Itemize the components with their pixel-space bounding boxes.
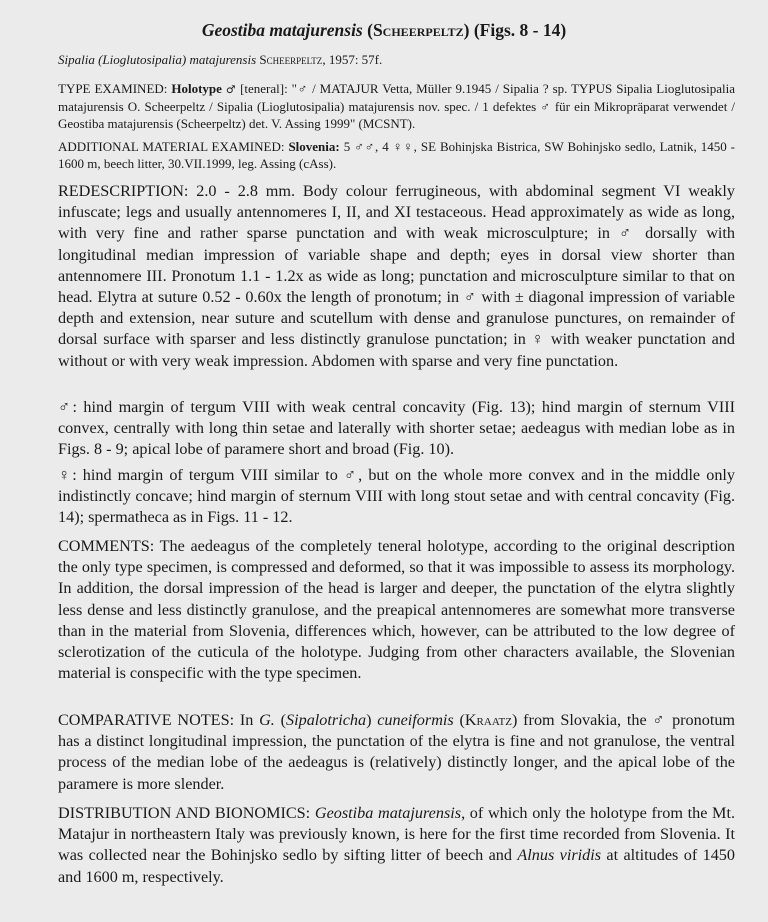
distribution-text-1: , of which only the holotype from the Mt. Matajur in northeastern Italy was previously known, is here for the first time recorded from Slovenia. It was collected near the Bohinjsko sedlo by sifting litter of beech and [58, 804, 735, 865]
type-examined-paragraph [58, 80, 735, 132]
species-epithet: cuneiformis [377, 711, 454, 729]
type-examined-text: [teneral]: "♂ / MATAJUR Vetta, Müller 9.1945 / Sipalia ? sp. TYPUS Sipalia Lioglutosipalia matajurensis O. Scheerpeltz / Sipalia (Lioglutosipalia) matajurensis nov. spec. / 1 defektes ♂ für ein Mikropräparat verwendet / Geostiba matajurensis (Scheerpeltz) det. V. Assing 1999" (MCSNT). [58, 81, 735, 131]
genus-abbrev: G. [259, 711, 275, 729]
type-examined-label: TYPE EXAMINED: [58, 81, 172, 96]
species-heading: Geostiba matajurensis (Scheerpeltz) (Figs. 8 - 14) [201, 20, 567, 40]
distribution-label: DISTRIBUTION AND BIONOMICS: [58, 804, 315, 822]
species-name: Geostiba matajurensis [201, 20, 363, 40]
female-characters-paragraph: ♀: hind margin of tergum VIII similar to ♂, but on the whole more convex and in the middle only indistinctly concave; hind margin of sternum VIII with long stout setae and with central concavity (Fig. 14); spermatheca as in Figs. 11 - 12. [58, 466, 735, 527]
comparative-author: Kraatz [464, 711, 512, 729]
figure-reference: (Figs. 8 - 14) [473, 20, 567, 40]
distribution-text-2: at altitudes of 1450 and 1600 m, respectively. [58, 846, 735, 886]
synonym-line [58, 51, 735, 68]
plant-name: Alnus viridis [517, 846, 602, 865]
comparative-notes-paragraph: COMPARATIVE NOTES: In G. (Sipalotricha) cuneiformis (Kraatz) from Slovakia, the ♂ pronotum has a distinct longitudinal impression, the punctation of the elytra is fine and not granulose, the ventral process of the median lobe of the aedeagus is (relatively) distinctly longer, and the apical lobe of the paramere is more slender. [58, 711, 736, 793]
synonym-name: Sipalia (Lioglutosipalia) matajurensis [58, 52, 257, 67]
holotype-label: Holotype [171, 81, 222, 96]
synonym-reference: , 1957: 57f. [322, 52, 383, 67]
subgenus-name: Sipalotricha [286, 711, 367, 729]
male-characters-paragraph: ♂: hind margin of tergum VIII with weak central concavity (Fig. 13); hind margin of sternum VIII convex, centrally with long thin setae and laterally with shorter setae; aedeagus with median lobe as in Figs. 8 - 9; apical lobe of paramere short and broad (Fig. 10). [58, 398, 735, 459]
additional-material-label: ADDITIONAL MATERIAL EXAMINED: [58, 139, 289, 154]
synonym-author: Scheerpeltz [259, 52, 323, 67]
redescription-paragraph: REDESCRIPTION: 2.0 - 2.8 mm. Body colour ferrugineous, with abdominal segment VI weakly infuscate; legs and usually antennomeres I, II, and XI testaceous. Head approximately as wide as long, with very fine and rather sparse punctation and with weak microsculpture; in ♂ dorsally with longitudinal median impression of variable shape and depth; eyes in dorsal view shorter than antennomere III. Pronotum 1.1 - 1.2x as wide as long; punctation and microsculpture similar to that on head. Elytra at suture 0.52 - 0.60x the length of pronotum; in ♂ with ± diagonal impression of variable depth and extension, near suture and scutellum with dense and granulose punctures, on remainder of dorsal surface with sparser and less distinctly granulose punctation; in ♀ with weaker punctation and without or with very weak impression. Abdomen with sparse and very fine punctation. [58, 182, 735, 370]
additional-material-text: 5 ♂♂, 4 ♀♀, SE Bohinjska Bistrica, SW Bohinjsko sedlo, Latnik, 1450 - 1600 m, beech litter, 30.VII.1999, leg. Assing (cAss). [58, 139, 735, 171]
comments-paragraph: COMMENTS: The aedeagus of the completely teneral holotype, according to the original description the only type specimen, is compressed and deformed, so that it was impossible to assess its morphology. In addition, the dorsal impression of the head is larger and deeper, the punctation of the elytra slightly less dense and less distinctly granulose, and the preapical antennomeres are somewhat more transverse than in the material from Slovenia, differences which, however, can be attributed to the low degree of sclerotization of the cuticula of the holotype. Judging from other characters available, the Slovenian material is conspecific with the type specimen. [58, 537, 735, 683]
comparative-label: COMPARATIVE NOTES: In [58, 711, 260, 729]
species-author: Scheerpeltz [372, 20, 464, 40]
distribution-paragraph [58, 803, 735, 888]
country-label: Slovenia: [288, 139, 340, 154]
comparative-text: from Slovakia, the ♂ pronotum has a distinct longitudinal impression, the punctation of the elytra is fine and not granulose, the ventral process of the median lobe of the aedeagus is (relatively) distinctly longer, and the apical lobe of the paramere is more slender. [58, 711, 736, 793]
distribution-species: Geostiba matajurensis [314, 804, 462, 822]
male-symbol-icon: ♂ [225, 83, 237, 96]
additional-material-paragraph [58, 138, 735, 172]
